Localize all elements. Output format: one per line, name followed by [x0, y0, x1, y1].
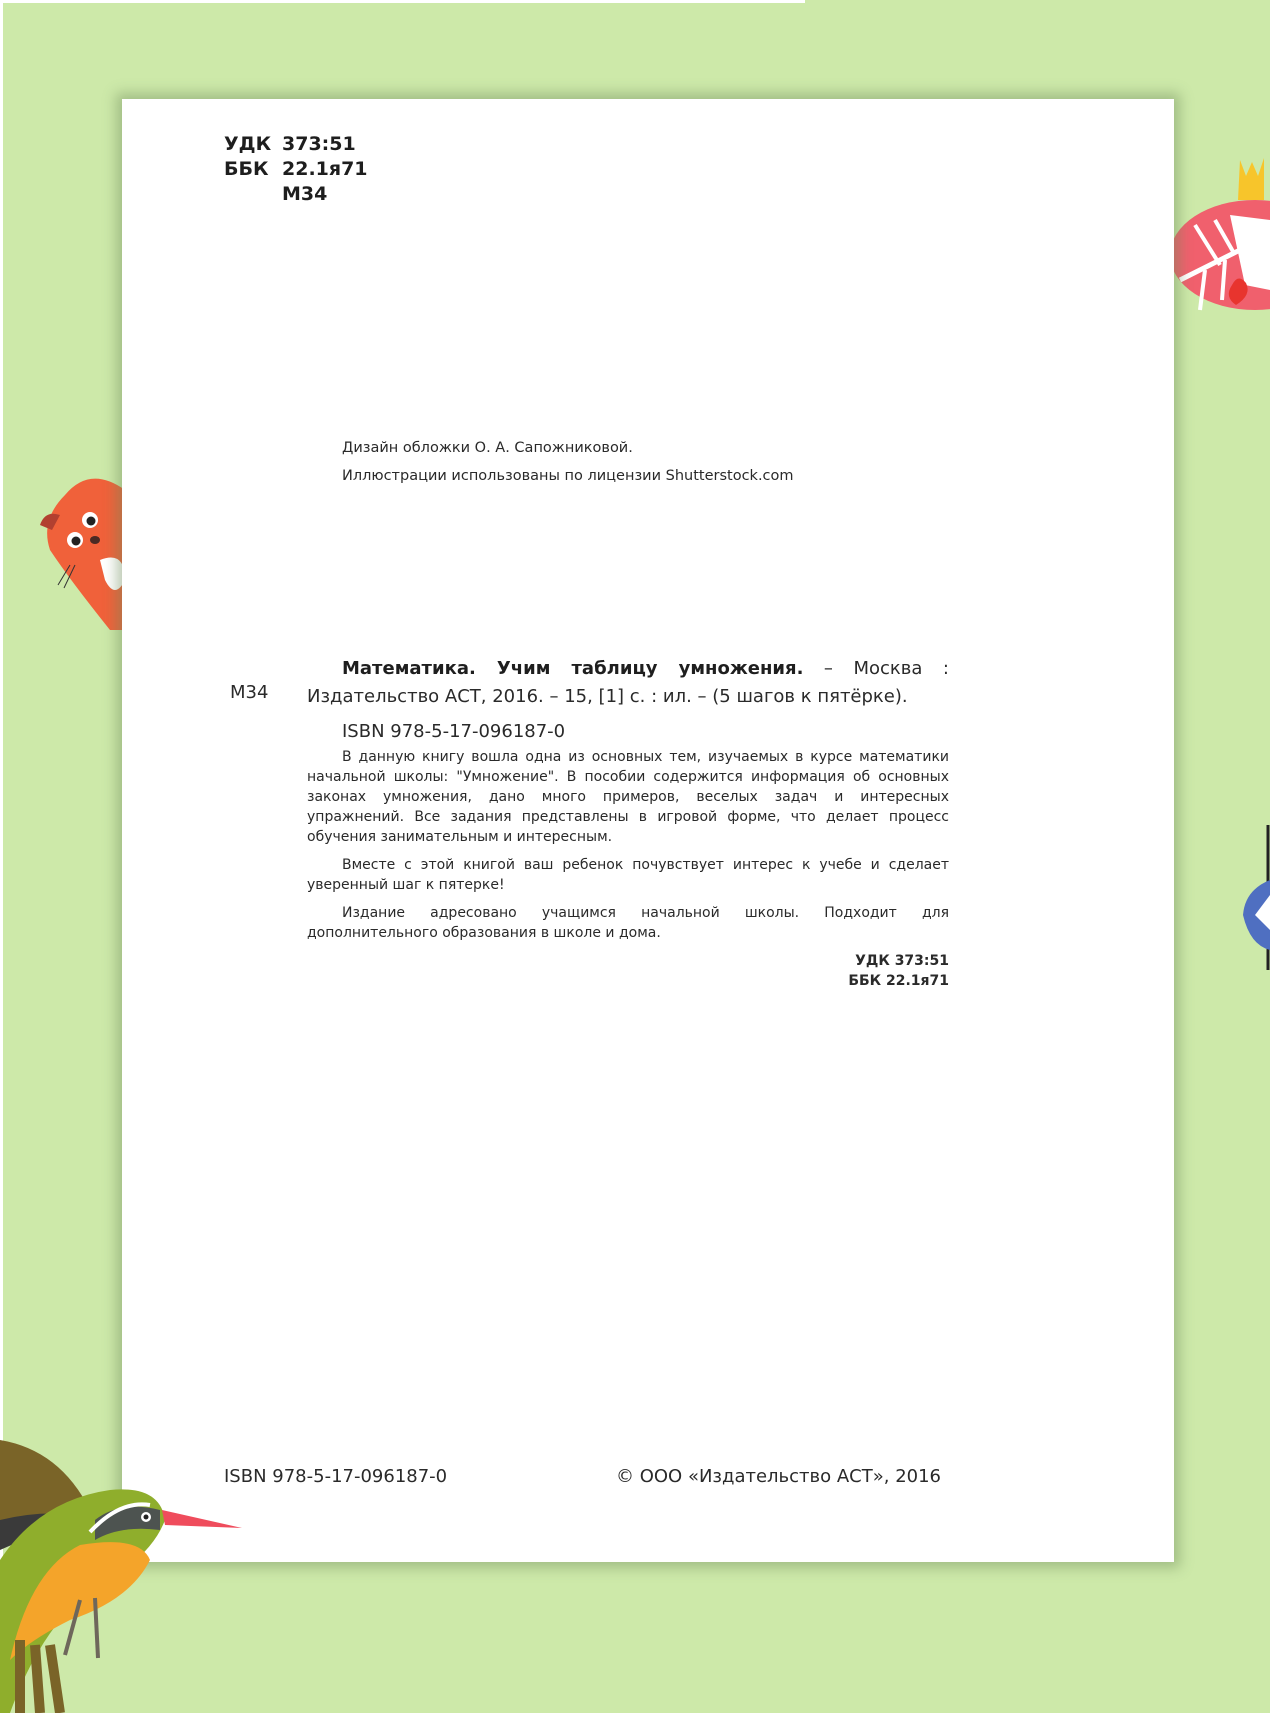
cover-design-credit: Дизайн обложки О. А. Сапожниковой.	[342, 440, 633, 456]
bird-icon	[0, 1440, 245, 1713]
footer-isbn: ISBN 978-5-17-096187-0	[224, 1466, 448, 1487]
classification-codes	[224, 132, 368, 207]
book-title: Математика. Учим таблицу умножения.	[342, 658, 804, 679]
cat-icon	[30, 460, 125, 630]
publication-details: – Москва : Издательство АСТ, 2016. – 15, [1] с. : ил. – (5 шагов к пятёрке).	[307, 658, 949, 707]
entry-isbn: ISBN 978-5-17-096187-0	[342, 721, 566, 742]
illustrations-credit: Иллюстрации использованы по лицензии Shutterstock.com	[342, 468, 794, 484]
annotation-paragraph: Издание адресовано учащимся начальной школы. Подходит для дополнительного образования в школе и дома.	[307, 905, 949, 941]
annotation	[307, 747, 949, 995]
author-mark: М34	[282, 183, 328, 205]
bbk-label: ББК	[224, 158, 269, 180]
footer-copyright: © ООО «Издательство АСТ», 2016	[616, 1466, 942, 1487]
annotation-codes	[848, 951, 949, 991]
credits	[342, 434, 794, 490]
side-author-mark: М34	[230, 682, 269, 703]
udk-value: 373:51	[282, 133, 356, 155]
crown-icon	[1238, 158, 1264, 200]
bbk-value: 22.1я71	[282, 158, 368, 180]
top-border	[0, 0, 805, 3]
udk-label: УДК	[224, 133, 272, 155]
bibliographic-entry	[307, 655, 949, 746]
annotation-paragraph: В данную книгу вошла одна из основных тем, изучаемых в курсе математики начальной школы: "Умножение". В пособии содержится информация об основных законах умножения, дано много примеров, веселых задач и интересных упражнений. Все задания представлены в игровой форме, что делает процесс обучения занимательным и интересным.	[307, 749, 949, 845]
annotation-paragraph: Вместе с этой книгой ваш ребенок почувствует интерес к учебе и сделает уверенный шаг к пятерке!	[307, 857, 949, 893]
beetle-icon	[1240, 820, 1270, 970]
annotation-bbk: ББК 22.1я71	[848, 973, 949, 989]
entry-title-line	[307, 655, 949, 711]
annotation-udk: УДК 373:51	[855, 953, 949, 969]
